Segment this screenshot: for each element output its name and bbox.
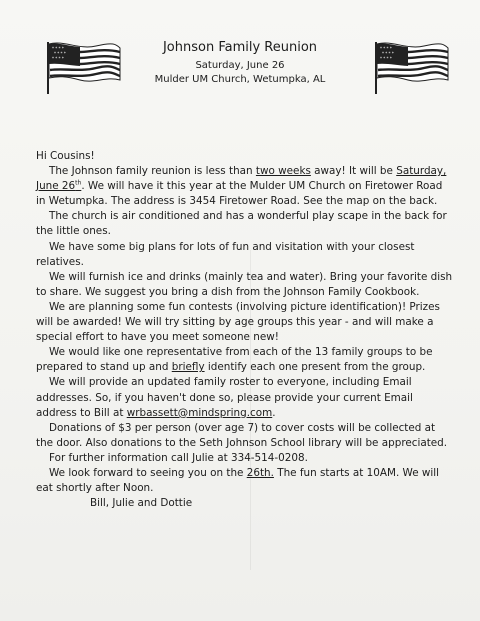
paragraph-roster: We will provide an updated family roster to everyone, including Email addresses. So, if you haven't done so, please provide your current Email address to Bill at wrbassett@mindspring.com. (36, 376, 413, 419)
paragraph-schedule: We look forward to seeing you on the 26th. The fun starts at 10AM. We will eat shortly after Noon. (36, 466, 440, 495)
greeting: Hi Cousins! (36, 150, 95, 162)
svg-text:* * * *: * * * * (380, 46, 392, 51)
paragraph-representatives: We would like one representative from each of the 13 family groups to be prepared to stand up and briefly identify each one present from the group. (36, 346, 433, 374)
svg-text:* * * *: * * * * (52, 46, 64, 51)
american-flag-icon (44, 40, 122, 94)
letter-body (36, 149, 454, 511)
paragraph-church: The church is air conditioned and has a wonderful play scape in the back for the little ones. (36, 210, 447, 238)
paragraph-reunion-date: The Johnson family reunion is less than two weeks away! It will be Saturday, June 26th. We will have it this year at the Mulder UM Church on Firetower Road in Wetumpka. The address is 3454 Firetower Road. See the map on the back. (36, 165, 447, 208)
svg-text:* * * *: * * * * (54, 51, 66, 56)
paragraph-contact: For further information call Julie at 334-514-0208. (49, 451, 308, 464)
paragraph-food: We will furnish ice and drinks (mainly tea and water). Bring your favorite dish to share. We suggest you bring a dish from the Johnson Family Cookbook. (36, 270, 453, 298)
event-date: Saturday, June 26 (195, 60, 285, 71)
event-title: Johnson Family Reunion (162, 40, 318, 55)
emphasis-26th: 26th. (246, 466, 274, 479)
paragraph-contests: We are planning some fun contests (involving picture identification)! Prizes will be awarded! We will try sitting by age groups this year - and will make a special effort to have you meet someone new! (36, 300, 440, 344)
svg-text:* * * *: * * * * (382, 51, 394, 56)
emphasis-two-weeks: two weeks (255, 165, 311, 178)
email-link[interactable]: wrbassett@mindspring.com (126, 406, 273, 419)
emphasis-date: Saturday, June 26th (36, 165, 447, 193)
paragraph-plans: We have some big plans for lots of fun and visitation with your closest relatives. (36, 240, 415, 268)
event-location: Mulder UM Church, Wetumpka, AL (154, 74, 326, 85)
letter-header (120, 40, 360, 87)
paragraph-donations: Donations of $3 per person (over age 7) to cover costs will be collected at the door. Also donations to the Seth Johnson School library will be appreciated. (36, 421, 448, 449)
signature: Bill, Julie and Dottie (90, 497, 193, 510)
svg-text:* * * *: * * * * (380, 56, 392, 61)
svg-text:* * * *: * * * * (52, 56, 64, 61)
american-flag-icon (372, 40, 450, 94)
emphasis-briefly: briefly (171, 361, 205, 374)
